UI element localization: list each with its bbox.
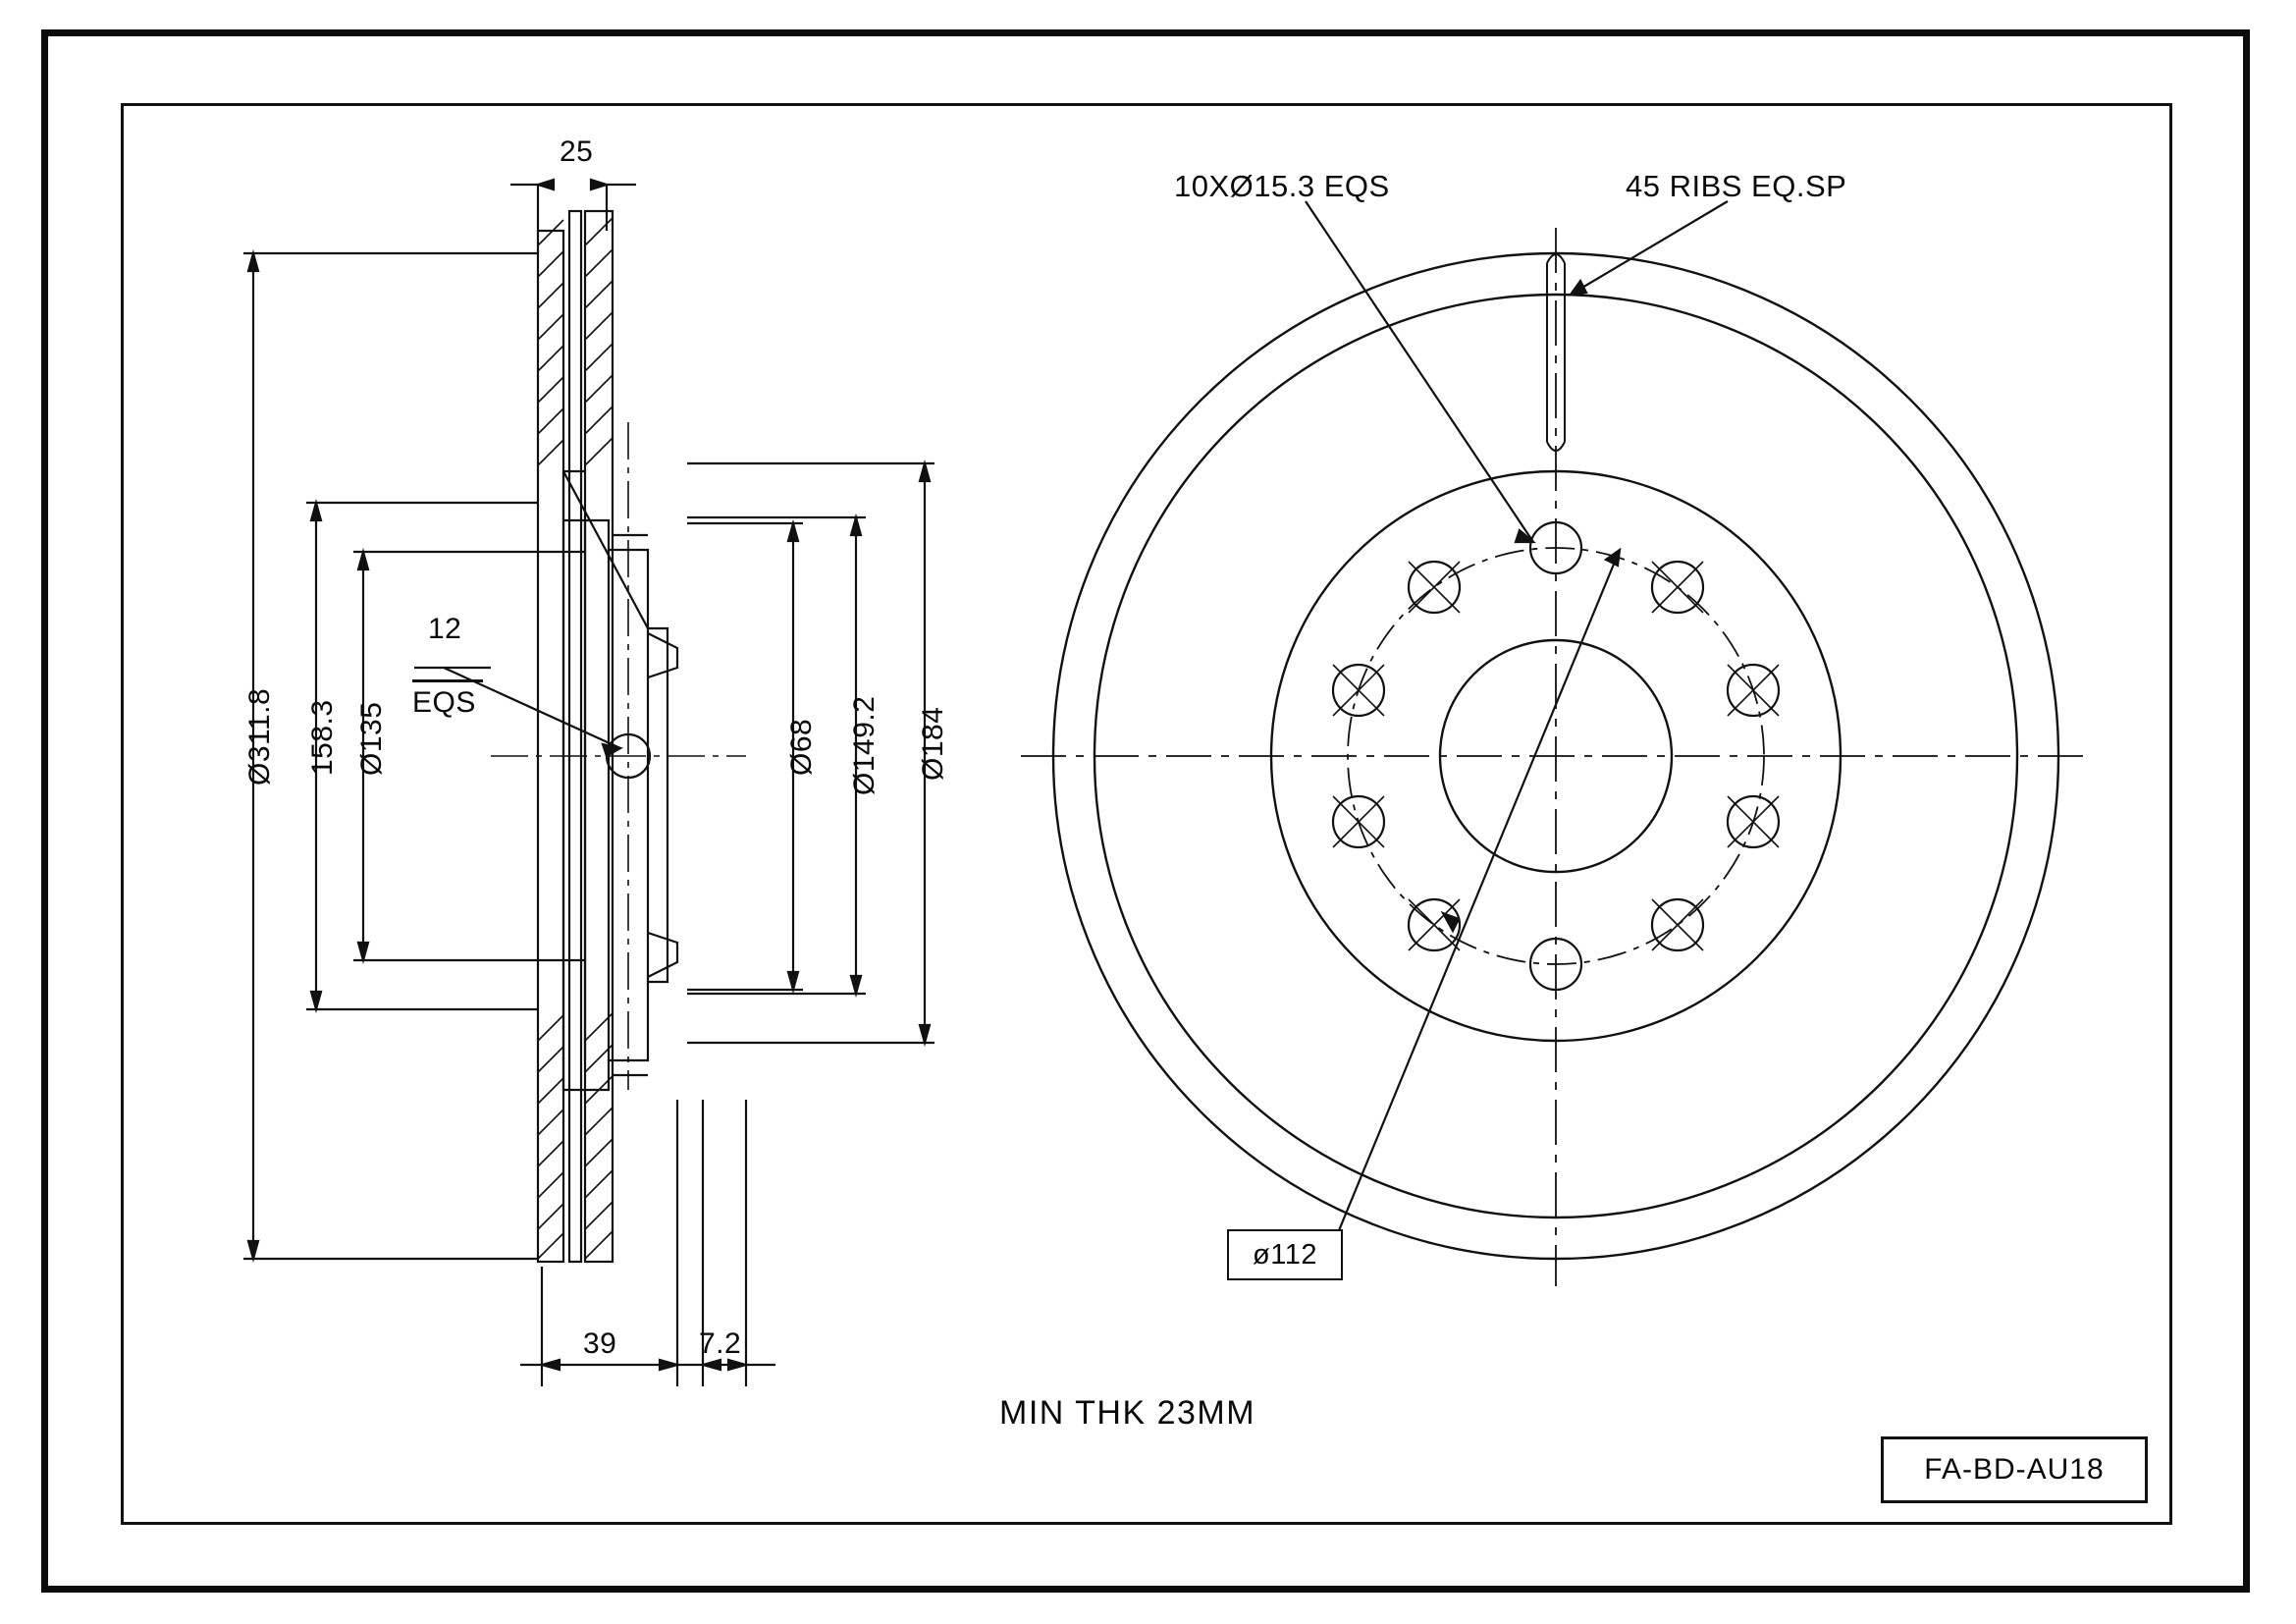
dim-label-dia-184: Ø184: [917, 706, 949, 781]
dim-label-dia-135: Ø135: [355, 701, 388, 776]
dim-label-dia-311-8: Ø311.8: [243, 687, 276, 785]
section-outline: [538, 211, 677, 1262]
callout-ribs: 45 RIBS EQ.SP: [1626, 169, 1847, 203]
callout-hole-pattern: 10XØ15.3 EQS: [1174, 169, 1390, 203]
dim-label-dia-149-2: Ø149.2: [848, 695, 881, 795]
dim-label-dia-68: Ø68: [785, 718, 818, 776]
dim-label-plate-7-2: 7.2: [699, 1327, 742, 1360]
dim-label-offset-39: 39: [583, 1327, 617, 1360]
leader-holes: [1306, 201, 1533, 542]
leader-bolt-circle: [1330, 550, 1620, 1252]
title-block: [1881, 1436, 2148, 1503]
callout-bolt-circle: ø112: [1253, 1238, 1317, 1271]
callout-bolt-circle-box: [1227, 1229, 1343, 1280]
callout-drain-holes: [412, 613, 483, 719]
callout-divider: [412, 679, 483, 682]
dim-thickness-25: [510, 180, 636, 231]
callout-drain-qty: 12: [428, 613, 462, 645]
callout-drain-note: EQS: [412, 686, 476, 719]
note-min-thickness: MIN THK 23MM: [999, 1394, 1256, 1432]
leader-ribs: [1571, 201, 1728, 295]
front-view-centerlines: [1021, 228, 2091, 1286]
dim-label-thickness-25: 25: [560, 135, 594, 168]
part-number: FA-BD-AU18: [1924, 1453, 2105, 1486]
dim-label-158-3: 158.3: [306, 699, 339, 776]
